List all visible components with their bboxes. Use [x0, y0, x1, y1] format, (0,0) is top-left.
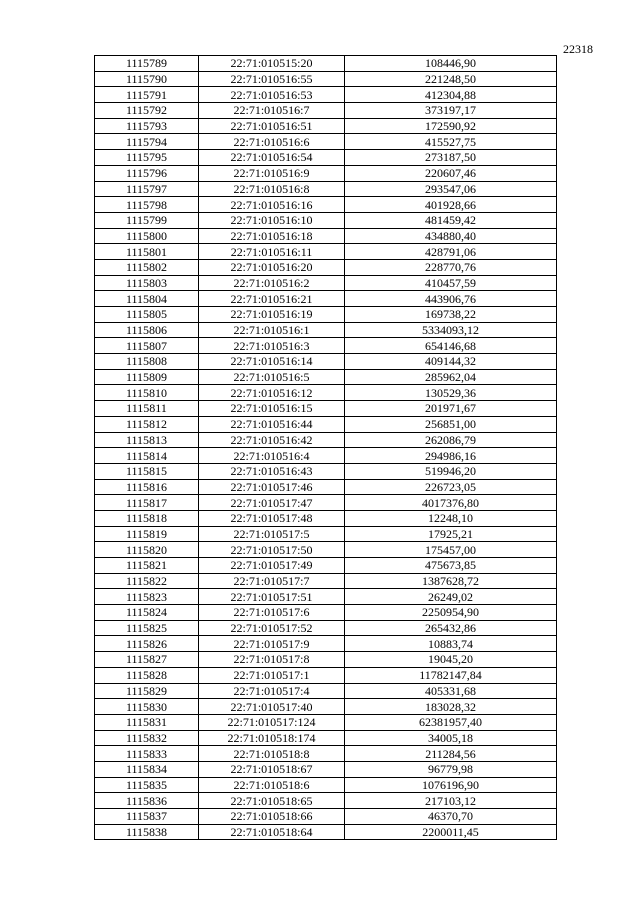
value-cell: 172590,92: [345, 118, 557, 134]
cadastral-number-cell: 22:71:010516:1: [199, 322, 345, 338]
table-row: [95, 71, 557, 87]
table-row: [95, 401, 557, 417]
value-cell: 293547,06: [345, 181, 557, 197]
row-number-cell: 1115802: [95, 259, 199, 275]
value-cell: 10883,74: [345, 636, 557, 652]
table-row: [95, 307, 557, 323]
table-row: [95, 275, 557, 291]
row-number-cell: 1115808: [95, 354, 199, 370]
table-row: [95, 448, 557, 464]
row-number-cell: 1115832: [95, 730, 199, 746]
cadastral-number-cell: 22:71:010517:49: [199, 558, 345, 574]
cadastral-number-cell: 22:71:010517:40: [199, 699, 345, 715]
cadastral-number-cell: 22:71:010516:54: [199, 150, 345, 166]
page-number: 22318: [563, 42, 593, 56]
table-row: [95, 369, 557, 385]
row-number-cell: 1115834: [95, 761, 199, 777]
value-cell: 2250954,90: [345, 605, 557, 621]
table-row: [95, 244, 557, 260]
row-number-cell: 1115826: [95, 636, 199, 652]
value-cell: 262086,79: [345, 432, 557, 448]
row-number-cell: 1115835: [95, 777, 199, 793]
value-cell: 19045,20: [345, 652, 557, 668]
value-cell: 228770,76: [345, 259, 557, 275]
table-row: [95, 385, 557, 401]
table-row: [95, 259, 557, 275]
cadastral-number-cell: 22:71:010517:7: [199, 573, 345, 589]
table-row: [95, 714, 557, 730]
row-number-cell: 1115805: [95, 307, 199, 323]
value-cell: 285962,04: [345, 369, 557, 385]
cadastral-number-cell: 22:71:010517:6: [199, 605, 345, 621]
table-row: [95, 793, 557, 809]
cadastral-number-cell: 22:71:010516:16: [199, 197, 345, 213]
row-number-cell: 1115794: [95, 134, 199, 150]
cadastral-number-cell: 22:71:010517:52: [199, 620, 345, 636]
table-row: [95, 652, 557, 668]
row-number-cell: 1115822: [95, 573, 199, 589]
row-number-cell: 1115816: [95, 479, 199, 495]
row-number-cell: 1115791: [95, 87, 199, 103]
row-number-cell: 1115837: [95, 809, 199, 825]
cadastral-number-cell: 22:71:010516:44: [199, 416, 345, 432]
value-cell: 273187,50: [345, 150, 557, 166]
table-row: [95, 150, 557, 166]
value-cell: 443906,76: [345, 291, 557, 307]
cadastral-number-cell: 22:71:010516:4: [199, 448, 345, 464]
table-row: [95, 463, 557, 479]
value-cell: 34005,18: [345, 730, 557, 746]
cadastral-number-cell: 22:71:010516:7: [199, 103, 345, 119]
value-cell: 1387628,72: [345, 573, 557, 589]
row-number-cell: 1115817: [95, 495, 199, 511]
value-cell: 175457,00: [345, 542, 557, 558]
row-number-cell: 1115806: [95, 322, 199, 338]
value-cell: 294986,16: [345, 448, 557, 464]
cadastral-number-cell: 22:71:010516:20: [199, 259, 345, 275]
value-cell: 108446,90: [345, 56, 557, 72]
table-row: [95, 558, 557, 574]
row-number-cell: 1115827: [95, 652, 199, 668]
cadastral-number-cell: 22:71:010518:8: [199, 746, 345, 762]
cadastral-number-cell: 22:71:010516:14: [199, 354, 345, 370]
cadastral-number-cell: 22:71:010516:43: [199, 463, 345, 479]
row-number-cell: 1115831: [95, 714, 199, 730]
row-number-cell: 1115796: [95, 165, 199, 181]
cadastral-number-cell: 22:71:010517:124: [199, 714, 345, 730]
cadastral-number-cell: 22:71:010516:51: [199, 118, 345, 134]
table-row: [95, 573, 557, 589]
table-row: [95, 181, 557, 197]
row-number-cell: 1115809: [95, 369, 199, 385]
registry-table: [94, 55, 557, 840]
value-cell: 1076196,90: [345, 777, 557, 793]
row-number-cell: 1115833: [95, 746, 199, 762]
table-row: [95, 291, 557, 307]
row-number-cell: 1115793: [95, 118, 199, 134]
row-number-cell: 1115829: [95, 683, 199, 699]
cadastral-number-cell: 22:71:010516:6: [199, 134, 345, 150]
table-row: [95, 165, 557, 181]
value-cell: 46370,70: [345, 809, 557, 825]
cadastral-number-cell: 22:71:010516:10: [199, 212, 345, 228]
table-row: [95, 510, 557, 526]
table-row: [95, 777, 557, 793]
value-cell: 401928,66: [345, 197, 557, 213]
row-number-cell: 1115830: [95, 699, 199, 715]
cadastral-number-cell: 22:71:010518:65: [199, 793, 345, 809]
row-number-cell: 1115813: [95, 432, 199, 448]
cadastral-number-cell: 22:71:010517:47: [199, 495, 345, 511]
value-cell: 62381957,40: [345, 714, 557, 730]
table-row: [95, 761, 557, 777]
cadastral-number-cell: 22:71:010516:5: [199, 369, 345, 385]
table-row: [95, 495, 557, 511]
table-row: [95, 197, 557, 213]
cadastral-number-cell: 22:71:010516:21: [199, 291, 345, 307]
table-row: [95, 683, 557, 699]
value-cell: 221248,50: [345, 71, 557, 87]
table-row: [95, 589, 557, 605]
value-cell: 4017376,80: [345, 495, 557, 511]
row-number-cell: 1115801: [95, 244, 199, 260]
value-cell: 519946,20: [345, 463, 557, 479]
table-row: [95, 212, 557, 228]
value-cell: 481459,42: [345, 212, 557, 228]
cadastral-number-cell: 22:71:010518:6: [199, 777, 345, 793]
value-cell: 5334093,12: [345, 322, 557, 338]
cadastral-number-cell: 22:71:010516:55: [199, 71, 345, 87]
value-cell: 217103,12: [345, 793, 557, 809]
table-row: [95, 56, 557, 72]
row-number-cell: 1115821: [95, 558, 199, 574]
cadastral-number-cell: 22:71:010516:19: [199, 307, 345, 323]
table-row: [95, 416, 557, 432]
value-cell: 412304,88: [345, 87, 557, 103]
value-cell: 96779,98: [345, 761, 557, 777]
table-row: [95, 824, 557, 840]
cadastral-number-cell: 22:71:010517:51: [199, 589, 345, 605]
row-number-cell: 1115838: [95, 824, 199, 840]
cadastral-number-cell: 22:71:010517:8: [199, 652, 345, 668]
cadastral-number-cell: 22:71:010517:4: [199, 683, 345, 699]
table-row: [95, 699, 557, 715]
value-cell: 201971,67: [345, 401, 557, 417]
value-cell: 434880,40: [345, 228, 557, 244]
cadastral-number-cell: 22:71:010516:8: [199, 181, 345, 197]
value-cell: 405331,68: [345, 683, 557, 699]
value-cell: 226723,05: [345, 479, 557, 495]
table-row: [95, 620, 557, 636]
cadastral-number-cell: 22:71:010516:9: [199, 165, 345, 181]
row-number-cell: 1115811: [95, 401, 199, 417]
value-cell: 415527,75: [345, 134, 557, 150]
value-cell: 410457,59: [345, 275, 557, 291]
row-number-cell: 1115815: [95, 463, 199, 479]
value-cell: 26249,02: [345, 589, 557, 605]
cadastral-number-cell: 22:71:010516:18: [199, 228, 345, 244]
cadastral-number-cell: 22:71:010516:15: [199, 401, 345, 417]
cadastral-number-cell: 22:71:010515:20: [199, 56, 345, 72]
cadastral-number-cell: 22:71:010516:12: [199, 385, 345, 401]
cadastral-number-cell: 22:71:010518:64: [199, 824, 345, 840]
table-row: [95, 636, 557, 652]
value-cell: 220607,46: [345, 165, 557, 181]
row-number-cell: 1115789: [95, 56, 199, 72]
cadastral-number-cell: 22:71:010517:50: [199, 542, 345, 558]
row-number-cell: 1115825: [95, 620, 199, 636]
table-row: [95, 432, 557, 448]
table-row: [95, 730, 557, 746]
value-cell: 211284,56: [345, 746, 557, 762]
row-number-cell: 1115814: [95, 448, 199, 464]
table-row: [95, 605, 557, 621]
value-cell: 428791,06: [345, 244, 557, 260]
value-cell: 654146,68: [345, 338, 557, 354]
cadastral-number-cell: 22:71:010516:42: [199, 432, 345, 448]
value-cell: 373197,17: [345, 103, 557, 119]
row-number-cell: 1115800: [95, 228, 199, 244]
row-number-cell: 1115810: [95, 385, 199, 401]
cadastral-number-cell: 22:71:010518:174: [199, 730, 345, 746]
cadastral-number-cell: 22:71:010516:11: [199, 244, 345, 260]
cadastral-number-cell: 22:71:010517:48: [199, 510, 345, 526]
value-cell: 11782147,84: [345, 667, 557, 683]
value-cell: 2200011,45: [345, 824, 557, 840]
row-number-cell: 1115820: [95, 542, 199, 558]
row-number-cell: 1115807: [95, 338, 199, 354]
value-cell: 256851,00: [345, 416, 557, 432]
cadastral-number-cell: 22:71:010516:53: [199, 87, 345, 103]
value-cell: 17925,21: [345, 526, 557, 542]
table-row: [95, 338, 557, 354]
table-row: [95, 809, 557, 825]
row-number-cell: 1115824: [95, 605, 199, 621]
value-cell: 169738,22: [345, 307, 557, 323]
row-number-cell: 1115804: [95, 291, 199, 307]
cadastral-number-cell: 22:71:010517:46: [199, 479, 345, 495]
table-row: [95, 118, 557, 134]
row-number-cell: 1115799: [95, 212, 199, 228]
value-cell: 265432,86: [345, 620, 557, 636]
row-number-cell: 1115797: [95, 181, 199, 197]
table-row: [95, 542, 557, 558]
table-row: [95, 322, 557, 338]
row-number-cell: 1115792: [95, 103, 199, 119]
row-number-cell: 1115812: [95, 416, 199, 432]
table-row: [95, 479, 557, 495]
row-number-cell: 1115795: [95, 150, 199, 166]
cadastral-number-cell: 22:71:010517:5: [199, 526, 345, 542]
value-cell: 130529,36: [345, 385, 557, 401]
value-cell: 475673,85: [345, 558, 557, 574]
cadastral-number-cell: 22:71:010516:3: [199, 338, 345, 354]
table-row: [95, 87, 557, 103]
row-number-cell: 1115823: [95, 589, 199, 605]
registry-table-body: [95, 56, 557, 840]
table-row: [95, 667, 557, 683]
table-row: [95, 134, 557, 150]
row-number-cell: 1115836: [95, 793, 199, 809]
value-cell: 409144,32: [345, 354, 557, 370]
row-number-cell: 1115818: [95, 510, 199, 526]
row-number-cell: 1115819: [95, 526, 199, 542]
row-number-cell: 1115803: [95, 275, 199, 291]
cadastral-number-cell: 22:71:010517:9: [199, 636, 345, 652]
row-number-cell: 1115798: [95, 197, 199, 213]
table-row: [95, 746, 557, 762]
value-cell: 183028,32: [345, 699, 557, 715]
value-cell: 12248,10: [345, 510, 557, 526]
table-row: [95, 103, 557, 119]
cadastral-number-cell: 22:71:010517:1: [199, 667, 345, 683]
row-number-cell: 1115828: [95, 667, 199, 683]
cadastral-number-cell: 22:71:010518:66: [199, 809, 345, 825]
cadastral-number-cell: 22:71:010518:67: [199, 761, 345, 777]
table-row: [95, 526, 557, 542]
row-number-cell: 1115790: [95, 71, 199, 87]
table-row: [95, 228, 557, 244]
cadastral-number-cell: 22:71:010516:2: [199, 275, 345, 291]
table-row: [95, 354, 557, 370]
